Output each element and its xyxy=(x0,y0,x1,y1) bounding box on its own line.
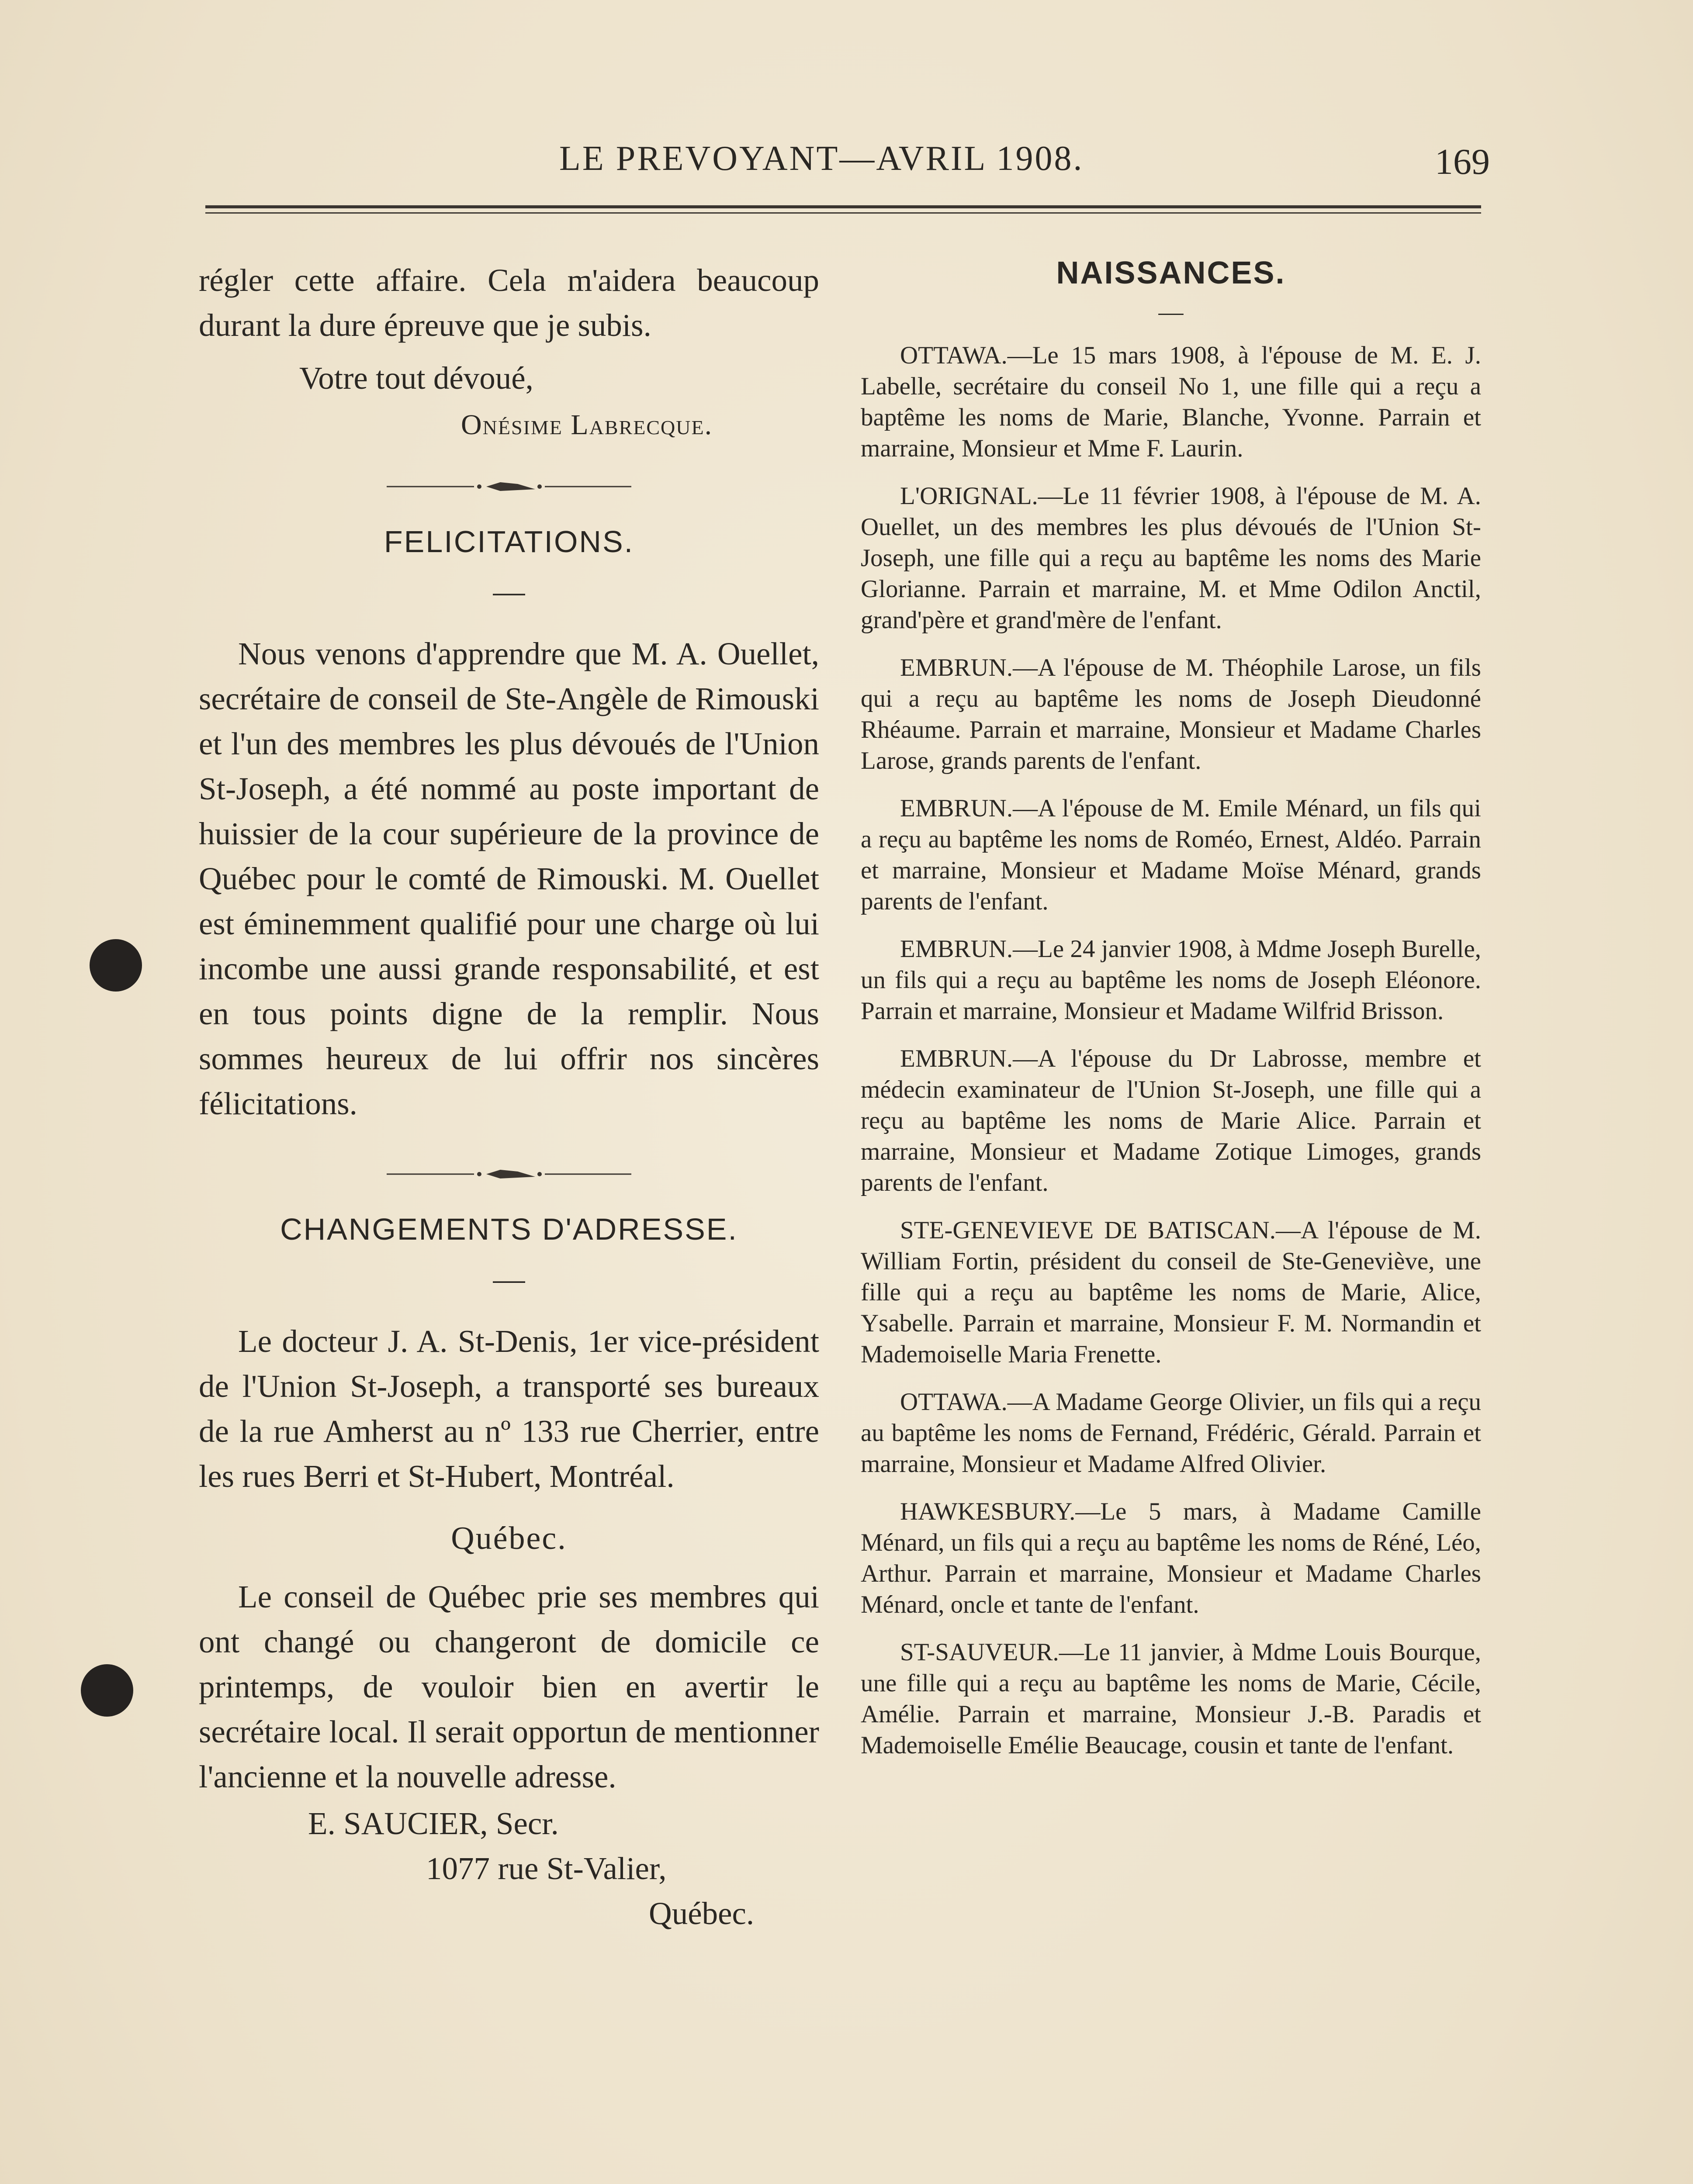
letter-closing: Votre tout dévoué, xyxy=(299,360,533,396)
left-column xyxy=(199,258,819,1936)
changements-dash: — xyxy=(493,1261,525,1296)
header-rule xyxy=(205,205,1481,208)
birth-entry: EMBRUN.—A l'épouse de M. Emile Ménard, un fils qui a reçu au baptême les noms de Roméo, Ernest, Aldéo. Parrain et marraine, Monsieur et Madame Moïse Ménard, grands parents de l'enfant. xyxy=(861,795,1481,915)
naissances-heading: NAISSANCES. xyxy=(1056,256,1286,290)
changements-heading: CHANGEMENTS D'ADRESSE. xyxy=(280,1212,738,1246)
birth-entry: ST-SAUVEUR.—Le 11 janvier, à Mdme Louis Bourque, une fille qui a reçu au baptême les noms de Marie, Cécile, Amélie. Parrain et marraine, Monsieur J.-B. Paradis et Mademoiselle Emélie Beaucage, cousin et tante de l'enfant. xyxy=(861,1638,1481,1759)
changements-text: Le docteur J. A. St-Denis, 1er vice-président de l'Union St-Joseph, a transporté ses bureaux de la rue Amherst au nº 133 rue Cherrier, entre les rues Berri et St-Hubert, Montréal. xyxy=(199,1324,819,1494)
felicitations-text: Nous venons d'apprendre que M. A. Ouellet, secrétaire de conseil de Ste-Angèle de Rimouski et l'un des membres les plus dévoués de l'Union St-Joseph, a été nommé au poste important de huissier de la cour supérieure de la province de Québec pour le comté de Rimouski. M. Ouellet est éminemment qualifié pour une charge où lui incombe une aussi grande responsabilité, et est en tous points digne de la remplir. Nous sommes heureux de lui offrir nos sincères félicitations. xyxy=(199,636,819,1121)
birth-entry: STE-GENEVIEVE DE BATISCAN.—A l'épouse de M. William Fortin, président du conseil de Ste-Geneviève, une fille qui a reçu au baptême les noms de Marie, Alice, Ysabelle. Parrain et marraine, Monsieur F. M. Normandin et Mademoiselle Maria Frenette. xyxy=(861,1216,1481,1368)
birth-entry: OTTAWA.—Le 15 mars 1908, à l'épouse de M. E. J. Labelle, secrétaire du conseil No 1, une fille qui a reçu a baptême les noms de Marie, Blanche, Yvonne. Parrain et marraine, Monsieur et Mme F. Laurin. xyxy=(861,342,1481,462)
ornament-divider xyxy=(387,1165,631,1183)
birth-entry: HAWKESBURY.—Le 5 mars, à Madame Camille Ménard, un fils qui a reçu au baptême les noms de Réné, Léo, Arthur. Parrain et marraine, Monsieur et Madame Charles Ménard, oncle et tante de l'enfant. xyxy=(861,1498,1481,1618)
page-header xyxy=(201,139,1494,191)
right-column xyxy=(861,258,1481,1777)
binding-hole xyxy=(90,939,142,992)
quebec-heading: Québec. xyxy=(451,1521,567,1556)
birth-entry: EMBRUN.—Le 24 janvier 1908, à Mdme Joseph Burelle, un fils qui a reçu au baptême les noms de Joseph Eléonore. Parrain et marraine, Monsieur et Madame Wilfrid Brisson. xyxy=(861,935,1481,1025)
running-title: LE PREVOYANT—AVRIL 1908. xyxy=(559,139,1084,178)
page-number: 169 xyxy=(1435,142,1490,182)
ornament-divider xyxy=(387,478,631,495)
birth-entry: OTTAWA.—A Madame George Olivier, un fils qui a reçu au baptême les noms de Fernand, Frédéric, Gérald. Parrain et marraine, Monsieur et Madame Alfred Olivier. xyxy=(861,1388,1481,1478)
felicitations-dash: — xyxy=(493,574,525,609)
birth-entry: EMBRUN.—A l'épouse du Dr Labrosse, membre et médecin examinateur de l'Union St-Joseph, une fille qui a reçu au baptême les noms de Marie Alice. Parrain et marraine, Monsieur et Madame Zotique Limoges, grands parents de l'enfant. xyxy=(861,1045,1481,1196)
letter-signature: Onésime Labrecque. xyxy=(461,409,713,441)
header-rule-thin xyxy=(205,212,1481,214)
felicitations-heading: FELICITATIONS. xyxy=(384,525,634,559)
naissances-dash: — xyxy=(1158,298,1184,326)
quebec-text: Le conseil de Québec prie ses membres qui ont changé ou changeront de domicile ce printemps, de vouloir bien en avertir le secrétaire local. Il serait opportun de mentionner l'ancienne et la nouvelle adresse. xyxy=(199,1579,819,1794)
birth-entry: L'ORIGNAL.—Le 11 février 1908, à l'épouse de M. A. Ouellet, un des membres les plus dévoués de l'Union St-Joseph, une fille qui a reçu au baptême les noms des Marie Glorianne. Parrain et marraine, M. et Mme Odilon Anctil, grand'père et grand'mère de l'enfant. xyxy=(861,482,1481,634)
quebec-sig-name: E. SAUCIER, Secr. xyxy=(308,1806,559,1841)
binding-hole xyxy=(81,1664,133,1717)
quebec-sig-city: Québec. xyxy=(649,1896,755,1931)
birth-entry: EMBRUN.—A l'épouse de M. Théophile Larose, un fils qui a reçu au baptême les noms de Joseph Dieudonné Rhéaume. Parrain et marraine, Monsieur et Madame Charles Larose, grands parents de l'enfant. xyxy=(861,654,1481,774)
quebec-sig-address: 1077 rue St-Valier, xyxy=(426,1851,667,1886)
letter-end: régler cette affaire. Cela m'aidera beaucoup durant la dure épreuve que je subis. xyxy=(199,263,819,343)
